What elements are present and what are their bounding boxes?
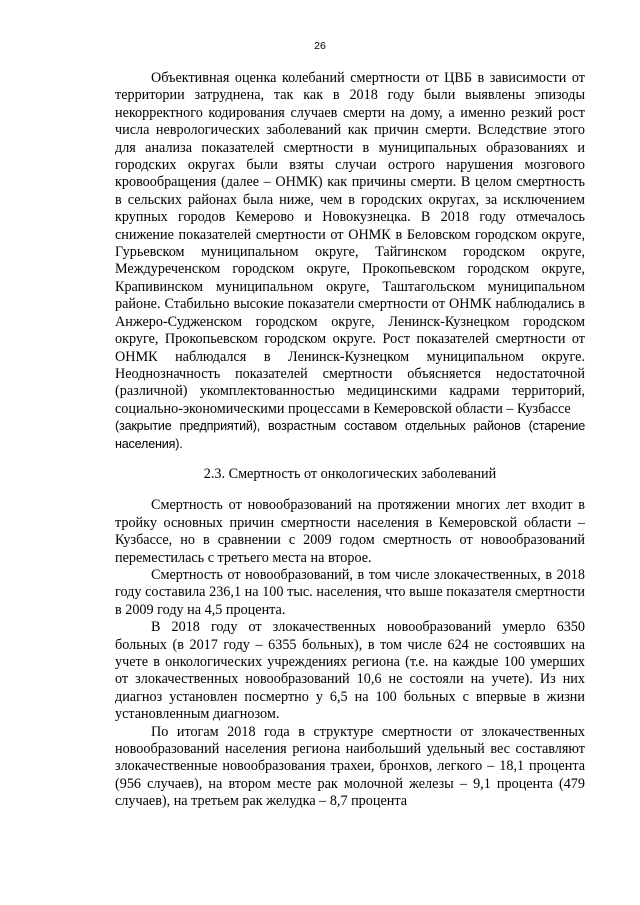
paragraph-cancer-rank: Смертность от новообразований на протяжении многих лет входит в тройку основных причин смертности населения в Кемеровской области – Кузбассе, но в сравнении с 2009 годом смертность от новообразований переместилась с третьего места на второе. (115, 497, 585, 566)
paragraph-cancer-deaths: В 2018 году от злокачественных новообразований умерло 6350 больных (в 2017 году – 6355 больных), в том числе 624 не состоявших на учете в онкологических учреждениях региона (т.е. на каждые 100 умерших от злокачественных новообразований 10,6 не состояли на учете). Из них диагноз установлен посмертно у 6,5 на 100 больных с впервые в жизни установленным диагнозом. (115, 619, 585, 723)
page-number: 26 (314, 40, 326, 52)
paragraph-cancer-structure: По итогам 2018 года в структуре смертности от злокачественных новообразований населения региона наибольший удельный вес составляют злокачественные новообразования трахеи, бронхов, легкого – 18,1 процента (956 случаев), на втором месте рак молочной железы – 9,1 процента (479 случаев), на третьем рак желудка – 8,7 процента (115, 723, 585, 810)
paragraph-stroke-mortality: Объективная оценка колебаний смертности от ЦВБ в зависимости от территории затруднена, так как в 2018 году были выявлены эпизоды некорректного кодирования случаев смерти на дому, а именно резкий рост числа неврологических заболеваний как причин смерти. Вследствие этого для анализа показателей смертности в муниципальных образованиях и городских округах были взяты случаи острого нарушения мозгового кровообращения (далее – ОНМК) как причины смерти. В целом смертность в сельских районах была ниже, чем в городских округах, за исключением крупных городов Кемерово и Новокузнецка. В 2018 году отмечалось снижение показателей смертности от ОНМК в Беловском городском округе, Гурьевском муниципальном округе, Тайгинском городском округе, Междуреченском городском округе, Прокопьевском городском округе, Крапивинском муниципальном округе, Таштагольском муниципальном районе. Стабильно высокие показатели смертности от ОНМК наблюдались в Анжеро-Судженском городском округе, Ленинск-Кузнецком городском округе, Прокопьевском городском округе. Рост показателей смертности от ОНМК наблюдался в Ленинск-Кузнецком муниципальном округе. Неоднозначность показателей смертности объясняется недостаточной (различной) укомплектованностью медицинскими кадрами территорий, социально-экономическими процессами в Кемеровской области – Кузбассе (115, 70, 585, 417)
section-heading: 2.3. Смертность от онкологических заболеваний (203, 465, 497, 482)
paragraph-cancer-rate: Смертность от новообразований, в том числе злокачественных, в 2018 году составила 236,1 на 100 тыс. населения, что выше показателя смертности в 2009 году на 4,5 процента. (115, 566, 585, 618)
document-body (115, 70, 585, 811)
paragraph-stroke-mortality-continued: (закрытие предприятий), возрастным составом отдельных районов (старение населения). (115, 419, 585, 451)
